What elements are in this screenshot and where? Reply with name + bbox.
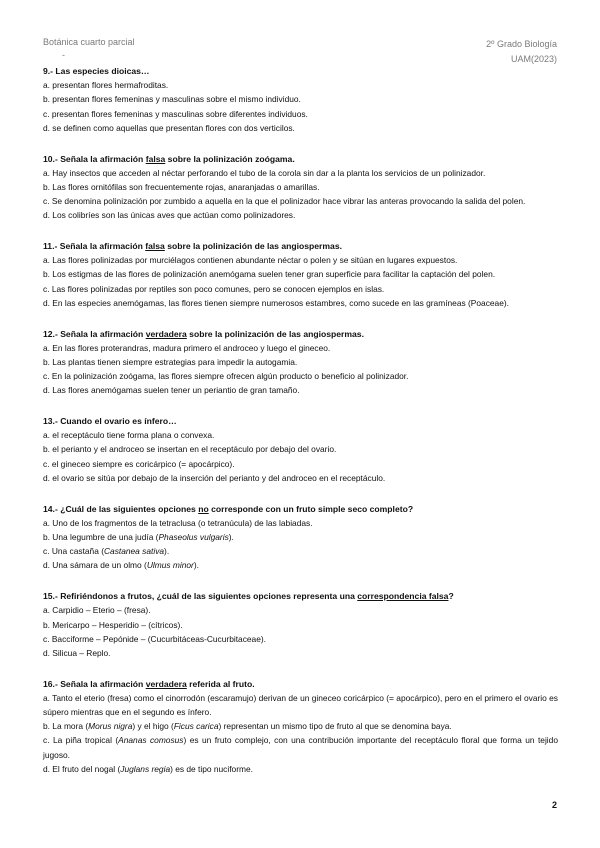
question-title [43, 502, 558, 516]
title-text: 16.- Señala la afirmación [43, 678, 146, 689]
header-marker: - [62, 50, 65, 60]
title-text: 15.- Refiriéndonos a frutos, ¿cuál de las siguientes opciones representa una [43, 591, 358, 602]
option-text: b. La mora ( [43, 721, 89, 732]
option-a: a. el receptáculo tiene forma plana o convexa. [43, 430, 215, 441]
title-text-end: sobre la polinización de las angiospermas. [186, 328, 364, 339]
option-c [43, 544, 558, 558]
option-c [43, 733, 558, 761]
title-underlined-keyword: no [198, 503, 209, 514]
option-d: d. el ovario se sitúa por debajo de la inserción del perianto y del androceo en el receptáculo. [43, 472, 386, 483]
species-name: Ananas comosus [118, 735, 184, 746]
question-9 [43, 64, 558, 135]
title-text: 10.- Señala la afirmación [43, 153, 146, 164]
header-university: UAM(2023) [510, 54, 557, 64]
title-text: 12.- Señala la afirmación [43, 328, 146, 339]
option-c: c. el gineceo siempre es coricárpico (= apocárpico). [43, 458, 235, 469]
option-b: b. Los estigmas de las flores de polinización anemógama suelen tener gran superficie para facilitar la captación del polen. [43, 269, 496, 280]
question-title [43, 327, 558, 341]
option-b: b. presentan flores femeninas y masculinas sobre el mismo individuo. [43, 94, 301, 105]
title-underlined-keyword: falsa [145, 241, 165, 252]
option-text-end: ) es de tipo nuciforme. [170, 763, 253, 774]
option-b: b. Las flores ornitófilas son frecuentemente rojas, anaranjadas o amarillas. [43, 181, 320, 192]
species-name: Morus nigra [88, 721, 133, 732]
option-c: c. En la polinización zoógama, las flores siempre ofrecen algún producto o beneficio al polinizador. [43, 371, 409, 382]
option-c: c. Se denomina polinización por zumbido a aquella en la que el polinizador hace vibrar las anteras provocando la salida del polen. [43, 196, 526, 207]
option-b: b. el perianto y el androceo se insertan en el receptáculo por debajo del ovario. [43, 444, 337, 455]
header-course-title: Botánica cuarto parcial [43, 37, 135, 47]
option-d: d. Silicua – Replo. [43, 647, 111, 658]
option-text-end: ) es un fruto complejo, con una contribución importante del receptáculo floral que forma un tejido jugoso. [43, 735, 558, 760]
option-text-end: ). [164, 546, 170, 557]
question-list [43, 64, 558, 793]
question-11 [43, 239, 558, 310]
question-title: 13.- Cuando el ovario es ínfero… [43, 416, 177, 427]
option-a: a. Hay insectos que acceden al néctar perforando el tubo de la corola sin dar a la planta los servicios de un polinizador. [43, 167, 486, 178]
option-b [43, 530, 558, 544]
question-title [43, 239, 558, 253]
option-text-end: ). [193, 560, 199, 571]
option-b: b. Mericarpo – Hesperidio – (cítricos). [43, 619, 183, 630]
option-a: a. Las flores polinizadas por murciélagos contienen abundante néctar o polen y se sitúan en lugares expuestos. [43, 255, 458, 266]
option-text: c. Una castaña ( [43, 546, 104, 557]
question-title [43, 589, 558, 603]
question-title [43, 677, 558, 691]
option-b [43, 719, 558, 733]
option-a: a. presentan flores hermafroditas. [43, 80, 169, 91]
title-text: 14.- ¿Cuál de las siguientes opciones [43, 503, 199, 514]
option-d [43, 558, 558, 572]
title-text-end: sobre la polinización de las angiospermas. [164, 241, 342, 252]
question-15 [43, 589, 558, 660]
option-c: c. presentan flores femeninas y masculinas sobre diferentes individuos. [43, 108, 308, 119]
title-underlined-keyword: verdadera [145, 328, 187, 339]
question-title: 9.- Las especies dioicas… [43, 66, 150, 76]
title-underlined-keyword: verdadera [145, 678, 187, 689]
question-13 [43, 414, 558, 485]
question-12 [43, 327, 558, 398]
option-a: a. Tanto el eterio (fresa) como el cinorrodón (escaramujo) derivan de un gineceo coricárpico (= apocárpico), pero en el primero el ovario es súpero mientras que en el segundo es ínfero. [43, 692, 558, 718]
title-text-end: corresponde con un fruto simple seco completo? [208, 503, 414, 514]
header-degree: 2º Grado Biología [486, 39, 557, 49]
title-underlined-keyword: falsa [145, 153, 166, 164]
title-text-end: referida al fruto. [186, 678, 255, 689]
title-underlined-keyword: correspondencia falsa [357, 591, 449, 602]
species-name: Phaseolus vulgaris [158, 531, 229, 542]
species-name: Castanea sativa [103, 546, 165, 557]
option-text: d. Una sámara de un olmo ( [43, 560, 147, 571]
question-10 [43, 152, 558, 223]
species-name-2: Ficus carica [173, 721, 219, 732]
option-d [43, 762, 558, 776]
title-text: 11.- Señala la afirmación [43, 241, 146, 252]
option-d: d. En las especies anemógamas, las flores tienen siempre numerosos estambres, como sucede en las gramíneas (Poaceae). [43, 297, 509, 308]
title-text-end: ? [448, 591, 454, 602]
header-degree-info [486, 37, 557, 67]
option-text: d. El fruto del nogal ( [43, 763, 121, 774]
question-16 [43, 677, 558, 776]
option-b: b. Las plantas tienen siempre estrategias para impedir la autogamia. [43, 356, 298, 367]
option-c: c. Bacciforme – Pepónide – (Cucurbitáceas-Cucurbitaceae). [43, 633, 266, 644]
question-title [43, 152, 558, 166]
species-name: Ulmus minor [146, 560, 194, 571]
option-d: d. se definen como aquellas que presentan flores con dos verticilos. [43, 122, 295, 133]
option-text-end: ) representan un mismo tipo de fruto al que se denomina baya. [218, 721, 452, 732]
question-14 [43, 502, 558, 573]
option-a: a. En las flores proterandras, madura primero el androceo y luego el gineceo. [43, 342, 331, 353]
option-text-end: ). [228, 531, 234, 542]
option-d: d. Los colibríes son las únicas aves que actúan como polinizadores. [43, 210, 296, 221]
page-number: 2 [551, 800, 557, 810]
title-text-end: sobre la polinización zoógama. [165, 153, 295, 164]
species-name: Juglans regia [120, 763, 171, 774]
option-a: a. Carpidio – Eterio – (fresa). [43, 605, 151, 616]
option-c: c. Las flores polinizadas por reptiles son poco comunes, pero se conocen ejemplos en islas. [43, 283, 385, 294]
option-text: b. Una legumbre de una judía ( [43, 531, 159, 542]
option-text-mid: ) y el higo ( [132, 721, 174, 732]
option-d: d. Las flores anemógamas suelen tener un periantio de gran tamaño. [43, 385, 300, 396]
option-text: c. La piña tropical ( [43, 735, 119, 746]
option-a: a. Uno de los fragmentos de la tetraclusa (o tetranúcula) de las labiadas. [43, 517, 313, 528]
